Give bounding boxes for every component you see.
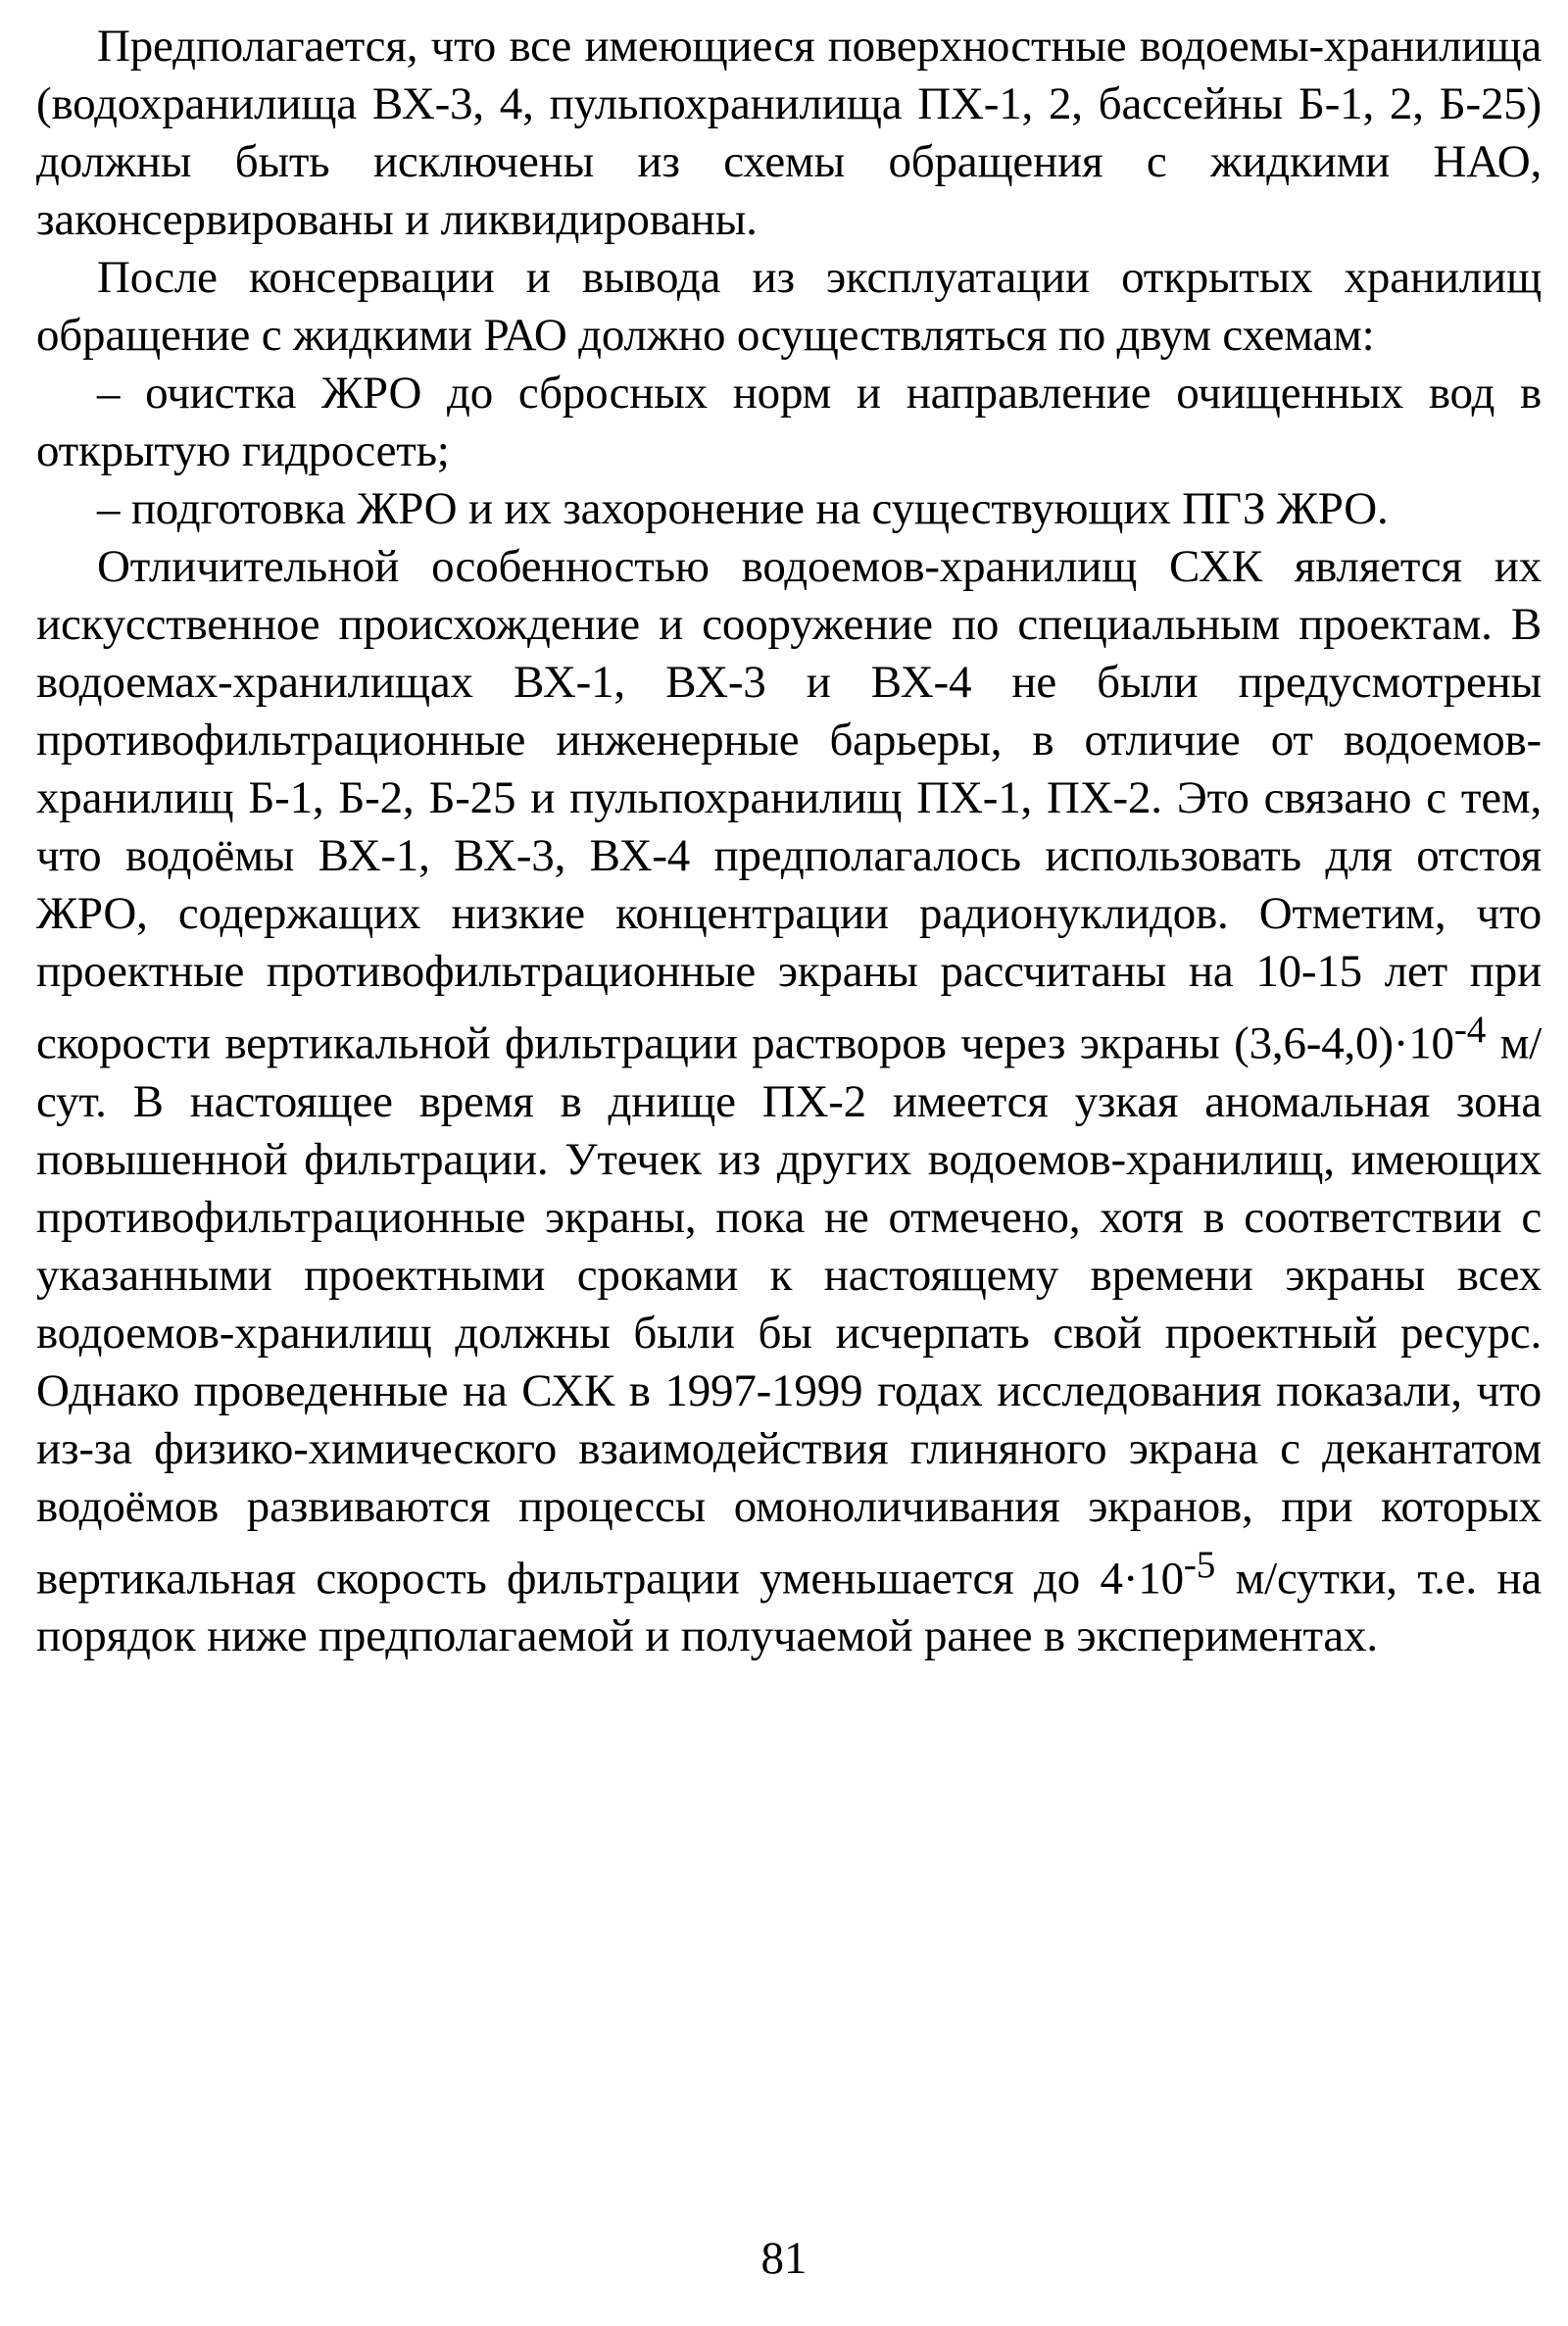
exponent-2: -5 bbox=[1183, 1543, 1216, 1586]
page-number: 81 bbox=[760, 2233, 808, 2284]
exponent-1: -4 bbox=[1453, 1009, 1487, 1051]
paragraph-reservoir-features bbox=[36, 538, 1542, 1665]
body-text bbox=[36, 18, 1542, 1665]
paragraph-text-part-2: м/сут. В настоящее время в днище ПХ-2 имеется узкая аномальная зона повышенной фильтрации. Утечек из других водоемов-хранилищ, имеющих противофильтрационные экраны, пока не отмечено, хотя в соответствии с указанными проектными сроками к настоящему времени экраны всех водоемов-хранилищ должны были бы исчерпать свой проектный ресурс. Однако проведенные на СХК в 1997-1999 годах исследования показали, что из-за физико-химического взаимодействия глиняного экрана с декантатом водоёмов развиваются процессы омоноличивания экранов, при которых вертикальная скорость фильтрации уменьшается до 4·10 bbox=[36, 1017, 1542, 1605]
paragraph-text-part-3: м/сутки, т.е. на порядок ниже предполагаемой и получаемой ранее в экспериментах. bbox=[36, 1553, 1542, 1662]
paragraph-after-conservation: После консервации и вывода из эксплуатации открытых хранилищ обращение с жидкими РАО должно осуществляться по двум схемам: bbox=[36, 252, 1542, 361]
list-item-purification: – очистка ЖРО до сбросных норм и направление очищенных вод в открытую гидросеть; bbox=[36, 368, 1542, 476]
list-item-disposal: – подготовка ЖРО и их захоронение на существующих ПГЗ ЖРО. bbox=[97, 483, 1389, 534]
paragraph-text-part-1: Отличительной особенностью водоемов-хранилищ СХК является их искусственное происхождение и сооружение по специальным проектам. В водоемах-хранилищах ВХ-1, ВХ-3 и ВХ-4 не были предусмотрены противофильтрационные инженерные барьеры, в отличие от водоемов-хранилищ Б-1, Б-2, Б-25 и пульпохранилищ ПХ-1, ПХ-2. Это связано с тем, что водоёмы ВХ-1, ВХ-3, ВХ-4 предполагалось использовать для отстоя ЖРО, содержащих низкие концентрации радионуклидов. Отметим, что проектные противофильтрационные экраны рассчитаны на 10-15 лет при скорости вертикальной фильтрации растворов через экраны (3,6-4,0)·10 bbox=[36, 541, 1542, 1069]
paragraph-storage-exclusion: Предполагается, что все имеющиеся поверхностные водоемы-хранилища (водохранилища ВХ-3, 4, пульпохранилища ПХ-1, 2, бассейны Б-1, 2, Б-25) должны быть исключены из схемы обращения с жидкими НАО, законсервированы и ликвидированы. bbox=[36, 21, 1542, 245]
